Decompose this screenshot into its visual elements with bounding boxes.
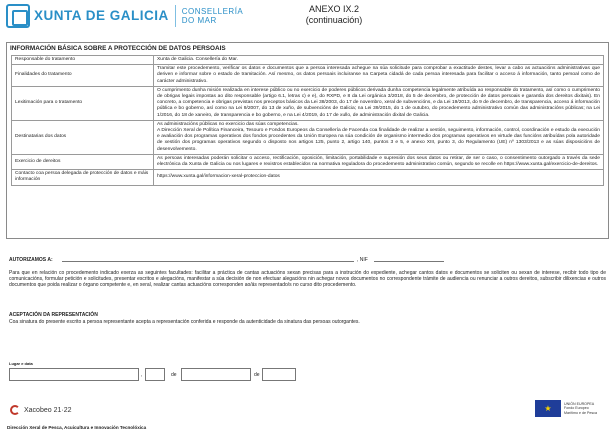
annex-title: ANEXO IX.2 (308, 4, 360, 14)
page-header (6, 4, 609, 34)
date-place-label: Lugar e data (9, 361, 33, 366)
date-de-2: de (254, 372, 260, 378)
row-label: Finalidades do tratamento (12, 65, 154, 87)
date-de-1: de (171, 372, 177, 378)
month-field[interactable] (181, 368, 251, 381)
xacobeo-icon (10, 405, 20, 415)
xacobeo-label: Xacobeo 21·22 (24, 406, 72, 414)
authorization-paragraph: Para que en relación co procedemento indicado exerza as seguintes facultades: facilitar a práctica de cantas actuacións sexan precisas para a instrución do expediente, achegar cantos datos e documentos se soliciten ou sexan de interese, recibir todo tipo de comunicacións, formular petición e solicitudes, presentar escritos e alegacións, manifestar a súa decisión de non efectuar alegacións nin achegar novos documentos no correspondente trámite de audiencia ou renunciar a outros dereitos, subscribir dilixencias e outros documentos que poida realizar o órgano competente e, en xeral, realizar cantas actuacións corresponden ao/ás representado/s no curso dito procedemento. (9, 270, 606, 289)
row-value: Tramitar este procedemento, verificar os datos e documentos que a persoa interesada achegue na súa solicitude para comprobar a exactitude destes, levar a cabo as actuacións administrativas que deriven e informar sobre o estado de tramitación. Así mesmo, os datos persoais incluiranse na Carpeta cidadá de cada persoa interesada para facilitar o acceso á información, tanto persoal como de carácter administrativo. (154, 65, 604, 87)
table-row (12, 120, 604, 154)
row-value: Xunta de Galicia. Consellería do Mar. (154, 56, 604, 65)
annex-subtitle: (continuación) (305, 15, 363, 25)
place-field[interactable] (9, 368, 139, 381)
eu-line2: Fondo Europeo (564, 406, 589, 411)
eu-text (564, 402, 597, 415)
dpo-contact-link[interactable]: https://www.xunta.gal/informacion-xeral-proteccion-datos (154, 170, 604, 185)
table-row (12, 65, 604, 87)
footer-department: Dirección Xeral de Pesca, Acuicultura e Innovación Tecnolóxica (7, 425, 147, 430)
xunta-emblem-icon (6, 4, 30, 28)
xacobeo-logo (10, 405, 71, 415)
data-protection-box (6, 42, 609, 239)
row-value: As administracións públicas no exercicio das súas competencias. A Dirección Xeral de Política Financeira, Tesouro e Fondos Europeos da Consellería de Facenda coa finalidade de realizar a xestión, seguimento, información, control, coordinación e estudo da execución e avaliación dos programas operativos dos fondos procedentes da Unión Europea na súa condición de organismo intermedio dos programas operativos en virtude das funcións atribuídas pola autoridade de xestión dos programas operativos segundo o disposto nos artigos 125, punto 2, artigo 140, puntos 3 e 5, e anexo XIII, punto 3, do Regulamento (UE) nº 1303/2013 e as súas disposicións de desenvolvemento. (154, 120, 604, 154)
acceptance-title: ACEPTACIÓN DA REPRESENTACIÓN (9, 312, 98, 318)
xunta-logo (6, 4, 243, 28)
day-field[interactable] (145, 368, 165, 381)
nif-label: , NIF (357, 257, 368, 263)
table-row (12, 56, 604, 65)
logo-dept-line2: DO MAR (181, 16, 217, 25)
authorize-label: AUTORIZAMOS A: (9, 257, 53, 263)
acceptance-text: Coa sinatura do presente escrito a persoa representante acepta a representación conferida e responde da autenticidade da sinatura das persoas outorgantes. (9, 319, 360, 325)
date-comma: , (141, 372, 143, 378)
eu-line1: UNIÓN EUROPEA (564, 402, 595, 407)
year-field[interactable] (262, 368, 296, 381)
data-protection-title: INFORMACIÓN BÁSICA SOBRE A PROTECCIÓN DE DATOS PERSOAIS (10, 45, 226, 52)
table-row (12, 170, 604, 185)
eu-logo (535, 400, 607, 417)
row-label: Exercicio de dereitos (12, 154, 154, 169)
row-label: Lexitimación para o tratamento (12, 86, 154, 120)
row-value: As persoas interesadas poderán solicitar o acceso, rectificación, oposición, limitación, portabilidade e supresión dos seus datos ou retirar, de ser o caso, o consentimento outorgado a través da sede electrónica da Xunta de Galicia ou nos lugares e rexistros establecidos na normativa reguladora do procedemento administrativo común, segundo se recolle en https://www.xunta.gal/exercicio-de-dereitos. (154, 154, 604, 169)
representative-name-field[interactable] (62, 254, 354, 262)
eu-flag-icon: ★ (535, 400, 561, 417)
logo-divider (175, 5, 176, 27)
row-label: Destinatarias dos datos (12, 120, 154, 154)
logo-dept-line1: CONSELLERÍA (181, 7, 244, 16)
table-row (12, 86, 604, 120)
row-value: O cumprimento dunha misión realizada en interese público ou no exercicio de poderes públicos derivada dunha competencia legalmente atribuída ao responsable do tratamento, así como o cumprimento de obrigas legais impostas ao dito responsable (artigo 6.1, letras c) e e), do RXPD, e 8 da Lei orgánica 3/2018, do 5 de decembro, de protección de datos persoais e garantía dos dereitos dixitais). En concreto, a competencia e obrigas previstas nos preceptos básicos da Lei 38/2003, do 17 de novembro, xeral de subvencións, e da Lei 19/2013, do 9 de decembro, de transparencia, acceso á información pública e bo goberno, así como na Lei 9/2007, do 13 de xuño, de subvencións de Galicia; na Lei 39/2015, do 1 de outubro, do procedemento administrativo común das administracións públicas; na Lei 1/2016, do 18 de xaneiro, de transparencia e bo goberno, e na Lei 4/2019, do 17 de xullo, de administración dixital de Galicia. (154, 86, 604, 120)
row-label: Responsable do tratamento (12, 56, 154, 65)
nif-field[interactable] (374, 254, 444, 262)
logo-name: XUNTA DE GALICIA (34, 8, 169, 23)
annex-heading (269, 4, 399, 26)
row-label: Contacto coa persoa delegada de protección de datos e máis información (12, 170, 154, 185)
table-row (12, 154, 604, 169)
eu-line3: Marítimo e de Pesca (564, 410, 597, 415)
data-protection-table (11, 55, 604, 186)
logo-department (182, 7, 244, 25)
